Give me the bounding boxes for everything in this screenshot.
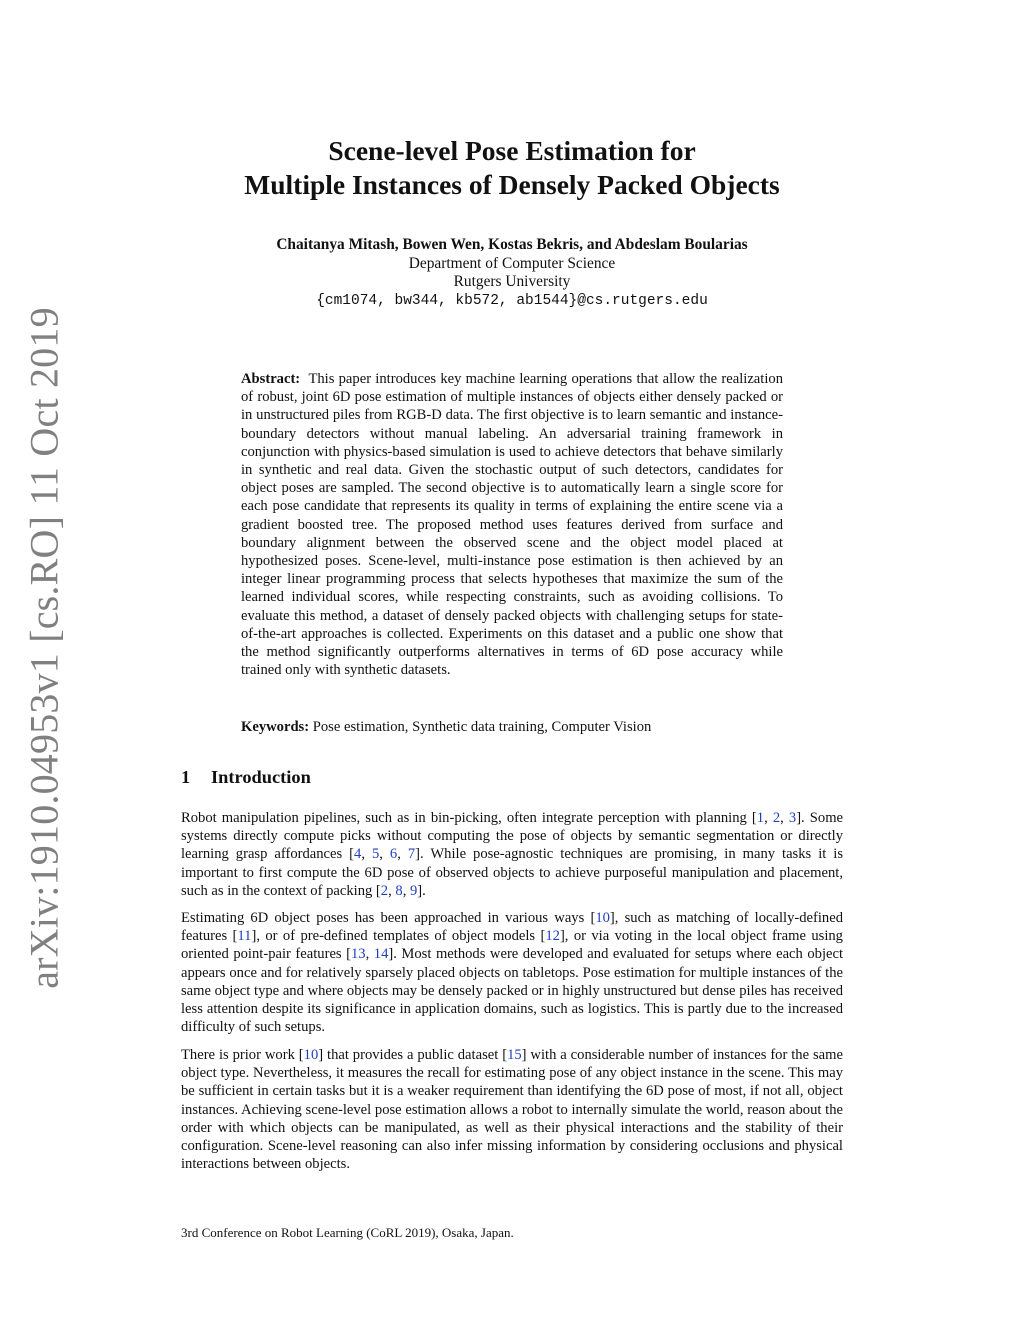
intro-paragraph-2: Estimating 6D object poses has been approached in various ways [10], such as matching of locally-defined features [11], or of pre-defined templates of object models [12], or via voting in the local object frame using oriented point-pair features [13, 14]. Most methods were developed and evaluated for setups where each object appears once and for relatively sparsely placed objects on tabletops. Pose estimation for multiple instances of the same object type and where objects may be densely packed or in highly unstructured but dense piles has received less attention despite its significance in application domains, such as logistics. This is partly due to the increased difficulty of such setups. [181,910,844,1036]
citation-link[interactable]: 9 [409,882,418,899]
conference-footnote: 3rd Conference on Robot Learning (CoRL 2019), Osaka, Japan. [181,1225,514,1240]
author-email: {cm1074, bw344, kb572, ab1544}@cs.rutgers.edu [316,292,708,309]
section-title: Introduction [211,767,311,787]
section-heading [181,765,311,789]
author-names: Chaitanya Mitash, Bowen Wen, Kostas Bekris, and Abdeslam Boularias [276,236,748,253]
citation-link[interactable]: 3 [788,810,797,826]
keywords [241,718,783,736]
author-department: Department of Computer Science [408,254,616,272]
citation-link[interactable]: 5 [371,846,380,863]
abstract [241,370,783,679]
abstract-text: This paper introduces key machine learning operations that allow the realization of robust, joint 6D pose estimation of multiple instances of objects either densely packed or in unstructured piles from RGB-D data. The first objective is to learn semantic and instance-boundary detectors without manual labeling. An adversarial training framework in conjunction with physics-based simulation is used to achieve detectors that behave similarly in synthetic and real data. Given the stochastic output of such detectors, candidates for object poses are sampled. The second objective is to automatically learn a single score for each pose candidate that represents its quality in terms of explaining the entire scene via a gradient boosted tree. The proposed method uses features derived from surface and boundary alignment between the observed scene and the object model placed at hypothesized poses. Scene-level, multi-instance pose estimation is then achieved by an integer linear programming process that selects hypotheses that maximize the sum of the learned individual scores, while respecting constraints, such as avoiding collisions. To evaluate this method, a dataset of densely packed objects with challenging setups for state-of-the-art approaches is collected. Experiments on this dataset and a public one show that the method significantly outperforms alternatives in terms of 6D pose accuracy while trained only with synthetic datasets. [241,371,783,679]
keywords-text: Pose estimation, Synthetic data training, Computer Vision [312,719,652,735]
citation-link[interactable]: 2 [380,882,389,899]
title-line-1: Scene-level Pose Estimation for [328,135,696,166]
citation-link[interactable]: 11 [237,928,252,945]
arxiv-identifier: arXiv:1910.04953v1 [cs.RO] 11 Oct 2019 [21,307,67,989]
citation-link[interactable]: 10 [303,1047,319,1063]
citation-link[interactable]: 6 [389,846,398,863]
citation-link[interactable]: 14 [373,946,389,963]
citation-link[interactable]: 7 [407,846,416,863]
citation-link[interactable]: 10 [595,910,610,926]
citation-link[interactable]: 2 [772,810,781,826]
citation-link[interactable]: 12 [545,928,560,945]
citation-link[interactable]: 8 [395,882,403,899]
intro-paragraph-3: There is prior work [10] that provides a public dataset [15] with a considerable number of instances for the same object type. Nevertheless, it measures the recall for estimating pose of any object instance in the scene. This may be sufficient in certain tasks but it is a weaker requirement than identifying the 6D pose of most, if not all, object instances. Achieving scene-level pose estimation allows a robot to internally simulate the world, reason about the order with which objects can be manipulated, as well as their physical interactions and the stability of their configuration. Scene-level reasoning can also infer missing information by considering occlusions and physical interactions between objects. [181,1047,843,1173]
title-line-2: Multiple Instances of Densely Packed Objects [244,169,780,200]
keywords-label: Keywords: [241,719,310,735]
paper-title [150,134,874,202]
citation-link[interactable]: 13 [351,946,366,963]
intro-paragraph-1: Robot manipulation pipelines, such as in bin-picking, often integrate perception with planning [1, 2, 3]. Some systems directly compute picks without computing the pose of objects by semantic segmentation or directly learning grasp affordances [4, 5, 6, 7]. While pose-agnostic techniques are promising, in many tasks it is important to first compute the 6D pose of observed objects to achieve purposeful manipulation and placement, such as in the context of packing [2, 8, 9]. [181,810,844,899]
abstract-label: Abstract: [241,371,301,387]
citation-link[interactable]: 1 [756,810,765,826]
citation-link[interactable]: 4 [354,846,362,863]
section-number: 1 [181,767,191,787]
citation-link[interactable]: 15 [507,1047,522,1063]
author-block [150,236,874,310]
author-university: Rutgers University [453,273,571,290]
